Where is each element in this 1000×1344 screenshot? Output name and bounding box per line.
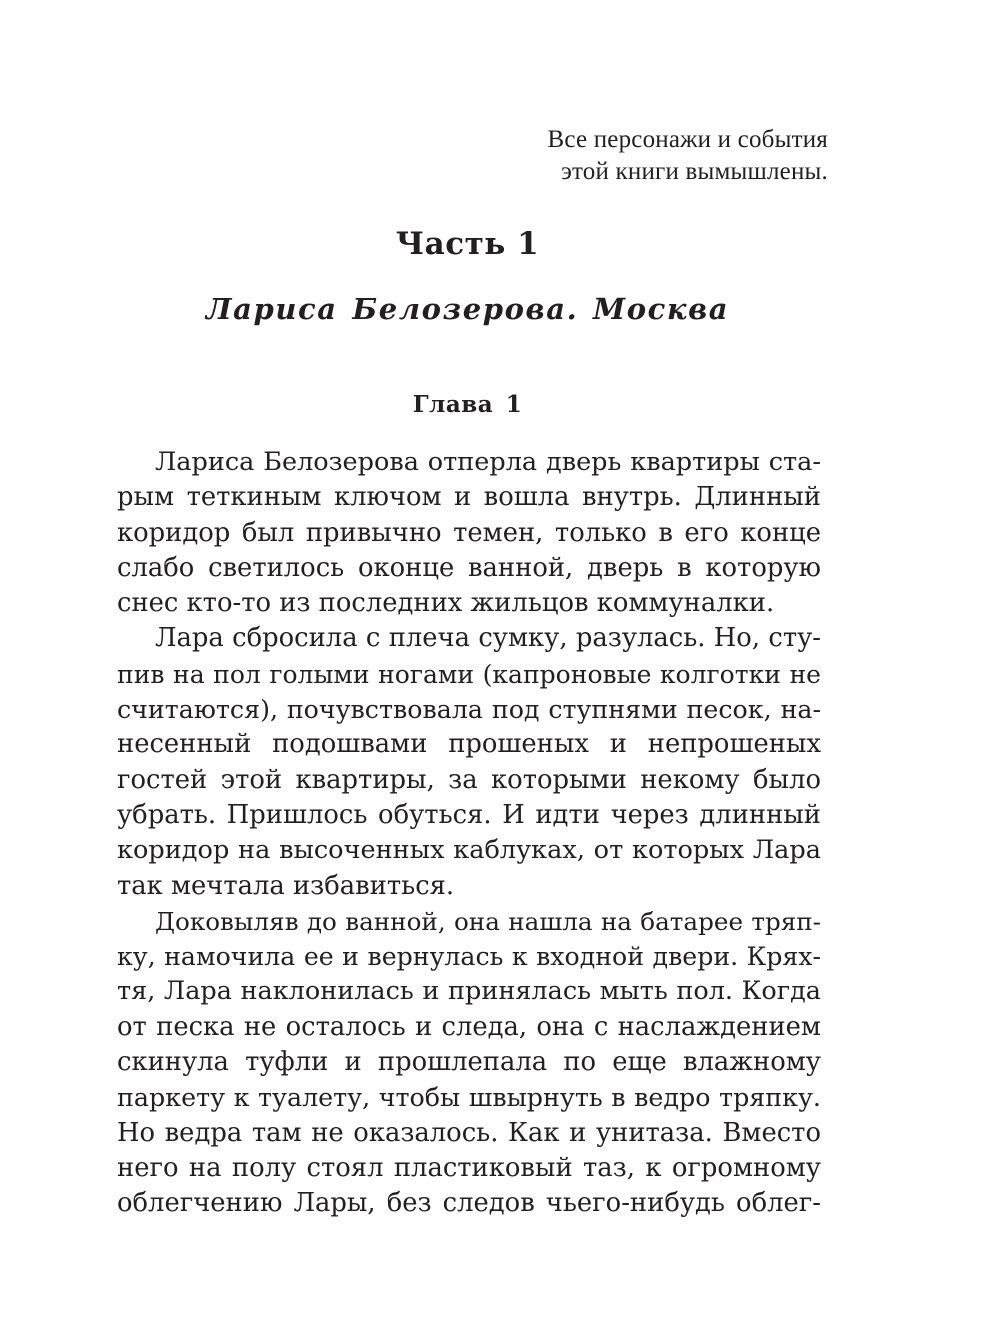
text-line: несенный подошвами прошеных и непрошеных bbox=[117, 729, 821, 760]
text-line: рым теткиным ключом и вошла внутрь. Длинный bbox=[117, 482, 821, 513]
part-title: Часть 1 bbox=[395, 226, 540, 262]
text-line: ку, намочила ее и вернулась к входной двери. Крях- bbox=[117, 942, 821, 972]
text-line: коридор на высоченных каблуках, от которых Лара bbox=[117, 835, 821, 866]
text-line: гостей этой квартиры, за которыми некому было bbox=[117, 764, 821, 795]
text-line: коридор был привычно темен, только в его конце bbox=[117, 517, 821, 548]
text-line: Доковыляв до ванной, она нашла на батарее тряп- bbox=[155, 906, 821, 936]
text-line: скинула туфли и прошлепала по еще влажному bbox=[117, 1047, 821, 1078]
text-line: пив на пол голыми ногами (капроновые колготки не bbox=[117, 659, 821, 689]
text-line: тя, Лара наклонилась и принялась мыть пол. Когда bbox=[117, 976, 821, 1007]
text-line: от песка не осталось и следа, она с наслаждением bbox=[117, 1011, 821, 1042]
text-line: Но ведра там не оказалось. Как и унитаза. Вместо bbox=[117, 1117, 821, 1148]
text-line: облегчению Лары, без следов чьего-нибудь облег- bbox=[117, 1188, 821, 1219]
text-line: слабо светилось оконце ванной, дверь в которую bbox=[117, 552, 821, 583]
chapter-title: Глава 1 bbox=[412, 391, 523, 418]
text-line: него на полу стоял пластиковый таз, к огромному bbox=[117, 1152, 821, 1183]
chapter-body-text bbox=[117, 445, 821, 1222]
part-subtitle: Лариса Белозерова. Москва bbox=[205, 292, 730, 326]
text-line: снес кто-то из последних жильцов коммуналки. bbox=[117, 588, 775, 619]
text-line: убрать. Пришлось обуться. И идти через длинный bbox=[117, 799, 821, 830]
disclaimer-line-2: этой книги вымышлены. bbox=[561, 158, 828, 185]
text-line: так мечтала избавиться. bbox=[117, 870, 455, 901]
disclaimer-line-1: Все персонажи и события bbox=[547, 126, 828, 153]
text-line: Лариса Белозерова отперла дверь квартиры ста- bbox=[155, 447, 821, 477]
text-line: Лара сбросила с плеча сумку, разулась. Но, сту- bbox=[155, 623, 821, 654]
text-line: паркету к туалету, чтобы швырнуть в ведро тряпку. bbox=[117, 1082, 821, 1113]
text-line: считаются), почувствовала под ступнями песок, на- bbox=[117, 694, 821, 725]
disclaimer-epigraph bbox=[547, 124, 828, 188]
